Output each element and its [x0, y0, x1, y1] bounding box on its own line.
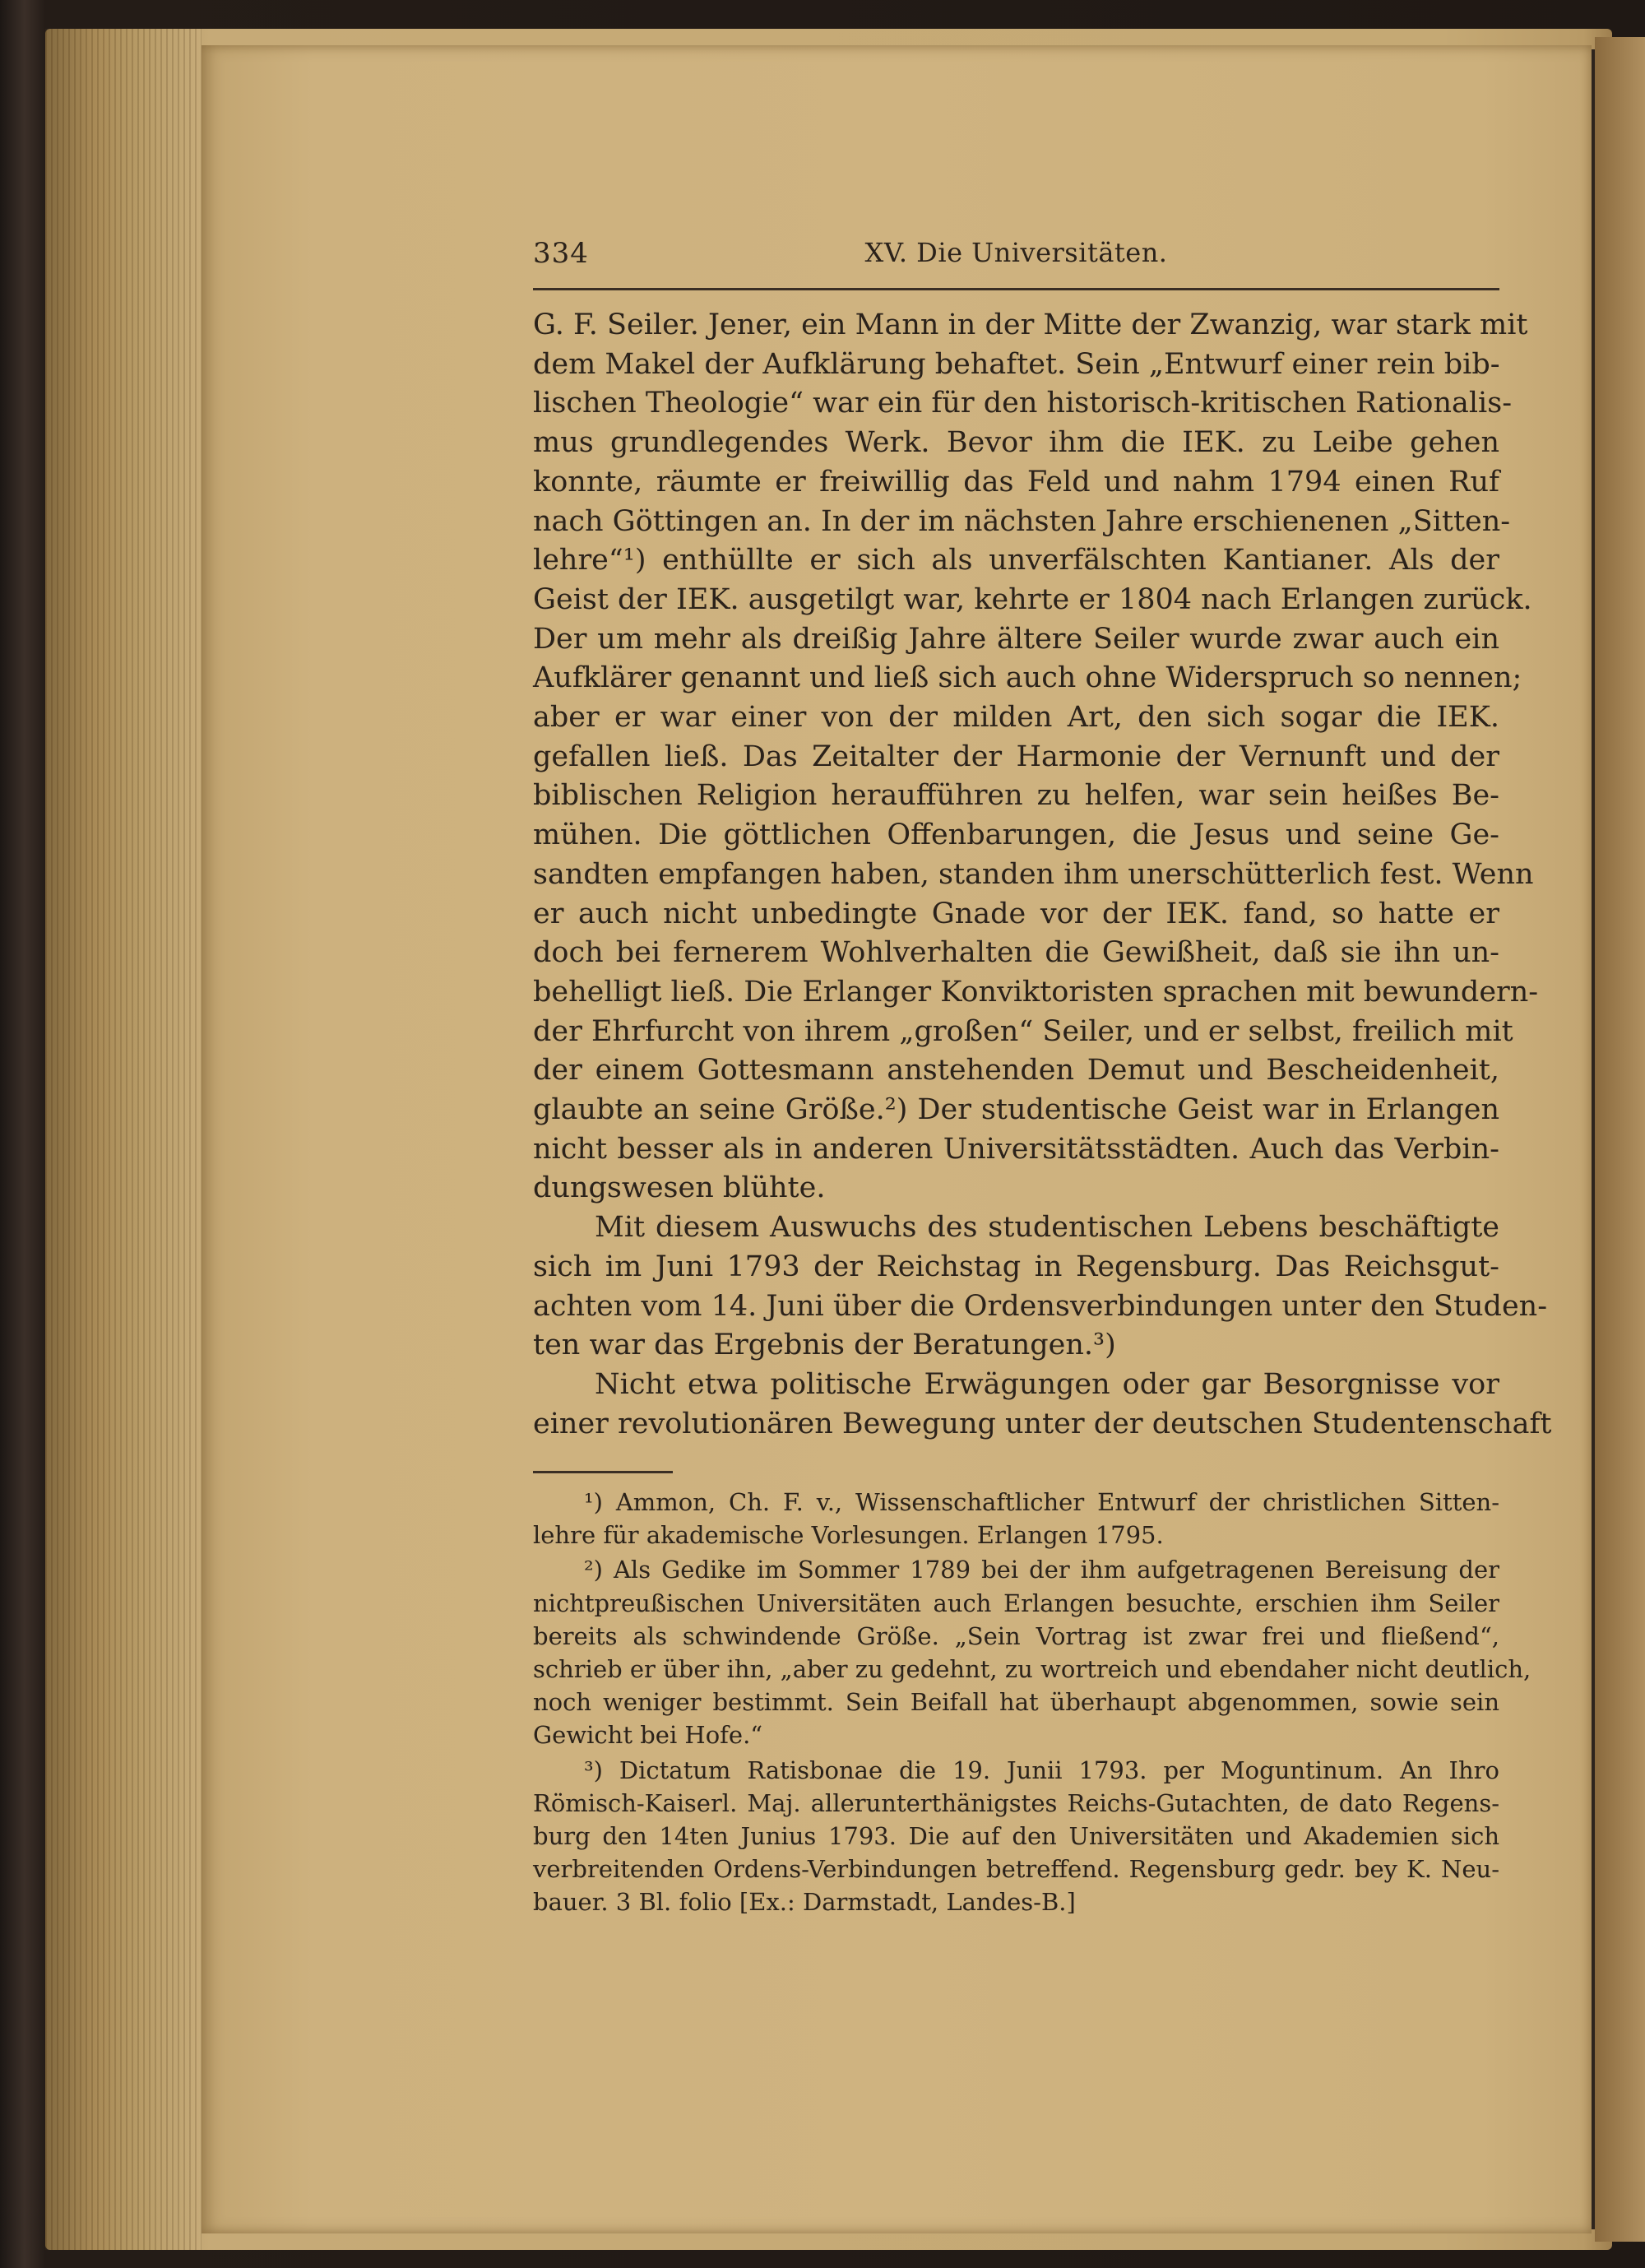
text-line: mühen. Die göttlichen Offenbarungen, die Jesus und seine Ge-: [533, 819, 1499, 852]
footnote-line: Römisch-Kaiserl. Maj. allerunterthänigstes Reichs-Gutachten, de dato Regens-: [533, 1788, 1499, 1817]
text-line: G. F. Seiler. Jener, ein Mann in der Mitte der Zwanzig, war stark mit: [533, 308, 1528, 341]
text-line: nach Göttingen an. In der im nächsten Jahre erschienenen „Sitten-: [533, 504, 1511, 538]
text-line: der einem Gottesmann anstehenden Demut und Bescheidenheit,: [533, 1054, 1499, 1088]
footnote-line: noch weniger bestimmt. Sein Beifall hat überhaupt abgenommen, sowie sein: [533, 1688, 1499, 1717]
text-line: Geist der IEK. ausgetilgt war, kehrte er 1804 nach Erlangen zurück.: [533, 582, 1532, 616]
text-line: glaubte an seine Größe.²) Der studentische Geist war in Erlangen: [533, 1093, 1499, 1127]
text-line: aber er war einer von der milden Art, den sich sogar die IEK.: [533, 701, 1499, 735]
footnote-line: schrieb er über ihn, „aber zu gedehnt, zu wortreich und ebendaher nicht deutlich,: [533, 1655, 1531, 1684]
text-line: dungswesen blühte.: [533, 1171, 826, 1205]
text-line: konnte, räumte er freiwillig das Feld und nahm 1794 einen Ruf: [533, 465, 1499, 499]
text-line: gefallen ließ. Das Zeitalter der Harmonie der Vernunft und der: [533, 740, 1499, 773]
text-line: Aufklärer genannt und ließ sich auch ohne Widerspruch so nennen;: [533, 661, 1522, 695]
footnote-line: ¹) Ammon, Ch. F. v., Wissenschaftlicher Entwurf der christlichen Sitten-: [584, 1488, 1499, 1516]
footnote-line: ³) Dictatum Ratisbonae die 19. Junii 1793. per Moguntinum. An Ihro: [584, 1755, 1499, 1784]
paragraph-1: [533, 306, 1539, 1208]
footnote-line: verbreitenden Ordens-Verbindungen betreffend. Regensburg gedr. bey K. Neu-: [533, 1855, 1499, 1884]
footnote-line: bereits als schwindende Größe. „Sein Vortrag ist zwar frei und fließend“,: [533, 1621, 1499, 1650]
paragraph-3: [533, 1366, 1552, 1444]
footnote-3: [533, 1754, 1499, 1919]
text-line: mus grundlegendes Werk. Bevor ihm die IEK. zu Leibe gehen: [533, 426, 1499, 460]
paragraph-2: [533, 1208, 1548, 1366]
text-line: Nicht etwa politische Erwägungen oder gar Besorgnisse vor: [595, 1367, 1499, 1401]
text-line: er auch nicht unbedingte Gnade vor der IEK. fand, so hatte er: [533, 897, 1499, 930]
footnote-2: [533, 1553, 1531, 1751]
text-line: lischen Theologie“ war ein für den historisch-kritischen Rationalis-: [533, 387, 1513, 420]
text-line: behelligt ließ. Die Erlanger Konviktoristen sprachen mit bewundern-: [533, 975, 1539, 1009]
footnote-line: bauer. 3 Bl. folio [Ex.: Darmstadt, Landes-B.]: [533, 1888, 1076, 1917]
footnote-line: ²) Als Gedike im Sommer 1789 bei der ihm aufgetragenen Bereisung der: [584, 1556, 1499, 1584]
page-edges: [45, 29, 202, 2250]
text-line: doch bei fernerem Wohlverhalten die Gewißheit, daß sie ihn un-: [533, 936, 1499, 970]
header-rule: [533, 288, 1499, 290]
text-line: sich im Juni 1793 der Reichstag in Regensburg. Das Reichsgut-: [533, 1250, 1499, 1283]
running-head: [533, 237, 1499, 285]
page-number: 334: [533, 237, 589, 270]
text-line: nicht besser als in anderen Universitätsstädten. Auch das Verbin-: [533, 1132, 1499, 1166]
footnote-line: nichtpreußischen Universitäten auch Erlangen besuchte, erschien ihm Seiler: [533, 1589, 1499, 1617]
text-line: lehre“¹) enthüllte er sich als unverfälschten Kantianer. Als der: [533, 544, 1499, 577]
facing-page-edge: [1595, 37, 1645, 2242]
chapter-title: XV. Die Universitäten.: [864, 237, 1168, 268]
text-line: Mit diesem Auswuchs des studentischen Lebens beschäftigte: [595, 1211, 1499, 1245]
text-line: einer revolutionären Bewegung unter der deutschen Studentenschaft: [533, 1407, 1552, 1440]
text-line: ten war das Ergebnis der Beratungen.³): [533, 1329, 1116, 1362]
footnote-rule: [533, 1471, 673, 1473]
footnotes: [533, 1486, 1531, 1921]
text-line: biblischen Religion heraufführen zu helfen, war sein heißes Be-: [533, 779, 1499, 813]
text-line: sandten empfangen haben, standen ihm unerschütterlich fest. Wenn: [533, 857, 1534, 891]
footnote-line: lehre für akademische Vorlesungen. Erlangen 1795.: [533, 1521, 1164, 1550]
text-line: dem Makel der Aufklärung behaftet. Sein „Entwurf einer rein bib-: [533, 347, 1500, 381]
main-text: [533, 306, 1552, 1444]
text-line: achten vom 14. Juni über die Ordensverbindungen unter den Studen-: [533, 1289, 1548, 1323]
text-line: der Ehrfurcht von ihrem „großen“ Seiler, und er selbst, freilich mit: [533, 1014, 1513, 1048]
footnote-line: Gewicht bei Hofe.“: [533, 1721, 763, 1750]
text-line: Der um mehr als dreißig Jahre ältere Seiler wurde zwar auch ein: [533, 622, 1499, 656]
footnote-1: [533, 1486, 1499, 1551]
footnote-line: burg den 14ten Junius 1793. Die auf den Universitäten und Akademien sich: [533, 1822, 1499, 1851]
